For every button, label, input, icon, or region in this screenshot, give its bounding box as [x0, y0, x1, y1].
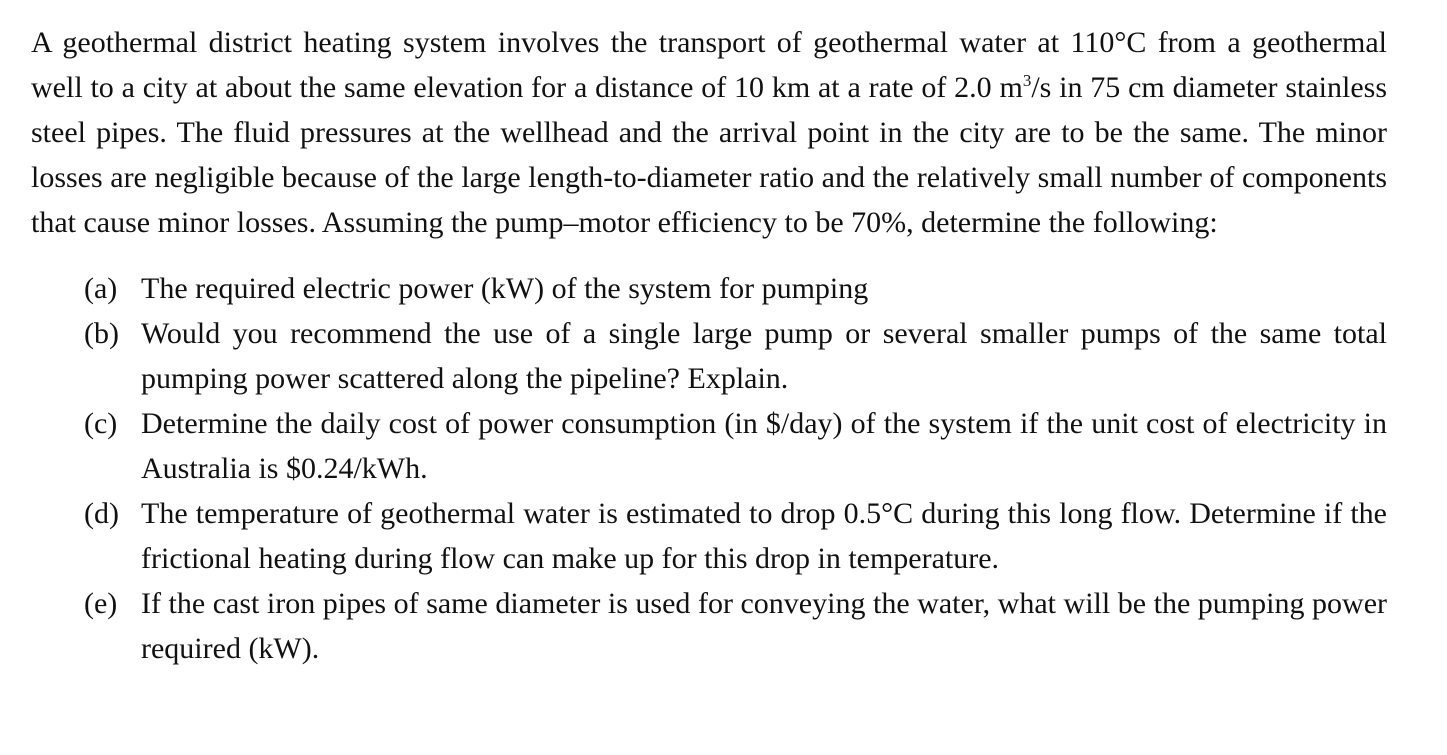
question-part-label: (b): [84, 317, 119, 350]
question-part-text: If the cast iron pipes of same diameter is used for conveying the water, what will be the pumping power required (kW).: [141, 587, 1387, 665]
question-part-a: [31, 266, 1387, 311]
problem-statement-text: A geothermal district heating system involves the transport of geothermal water at 110°C from a geothermal well to a city at about the same elevation for a distance of 10 km at a rate of 2.0 m: [31, 26, 1387, 104]
problem-statement: [31, 20, 1387, 245]
question-part-text: The required electric power (kW) of the system for pumping: [141, 272, 869, 305]
question-part-b: [31, 311, 1387, 401]
question-part-c: [31, 401, 1387, 491]
question-part-e: [31, 581, 1387, 671]
question-part-label: (e): [84, 587, 118, 620]
question-part-d: [31, 491, 1387, 581]
question-part-text: Would you recommend the use of a single large pump or several smaller pumps of the same total pumping power scattered along the pipeline? Explain.: [141, 317, 1387, 395]
question-parts-list: [31, 266, 1387, 671]
exponent-cubed: 3: [1022, 71, 1032, 90]
question-part-label: (c): [84, 407, 118, 440]
problem-statement-text-continued: /s in 75 cm diameter stainless steel pipes. The fluid pressures at the wellhead and the arrival point in the city are to be the same. The minor losses are negligible because of the large length-to-diameter ratio and the relatively small number of components that cause minor losses. Assuming the pump–motor efficiency to be 70%, determine the following:: [31, 71, 1387, 239]
question-part-label: (d): [84, 497, 119, 530]
question-part-text: The temperature of geothermal water is estimated to drop 0.5°C during this long flow. Determine if the frictional heating during flow can make up for this drop in temperature.: [141, 497, 1387, 575]
question-part-label: (a): [84, 272, 118, 305]
question-part-text: Determine the daily cost of power consumption (in $/day) of the system if the unit cost of electricity in Australia is $0.24/kWh.: [141, 407, 1387, 485]
